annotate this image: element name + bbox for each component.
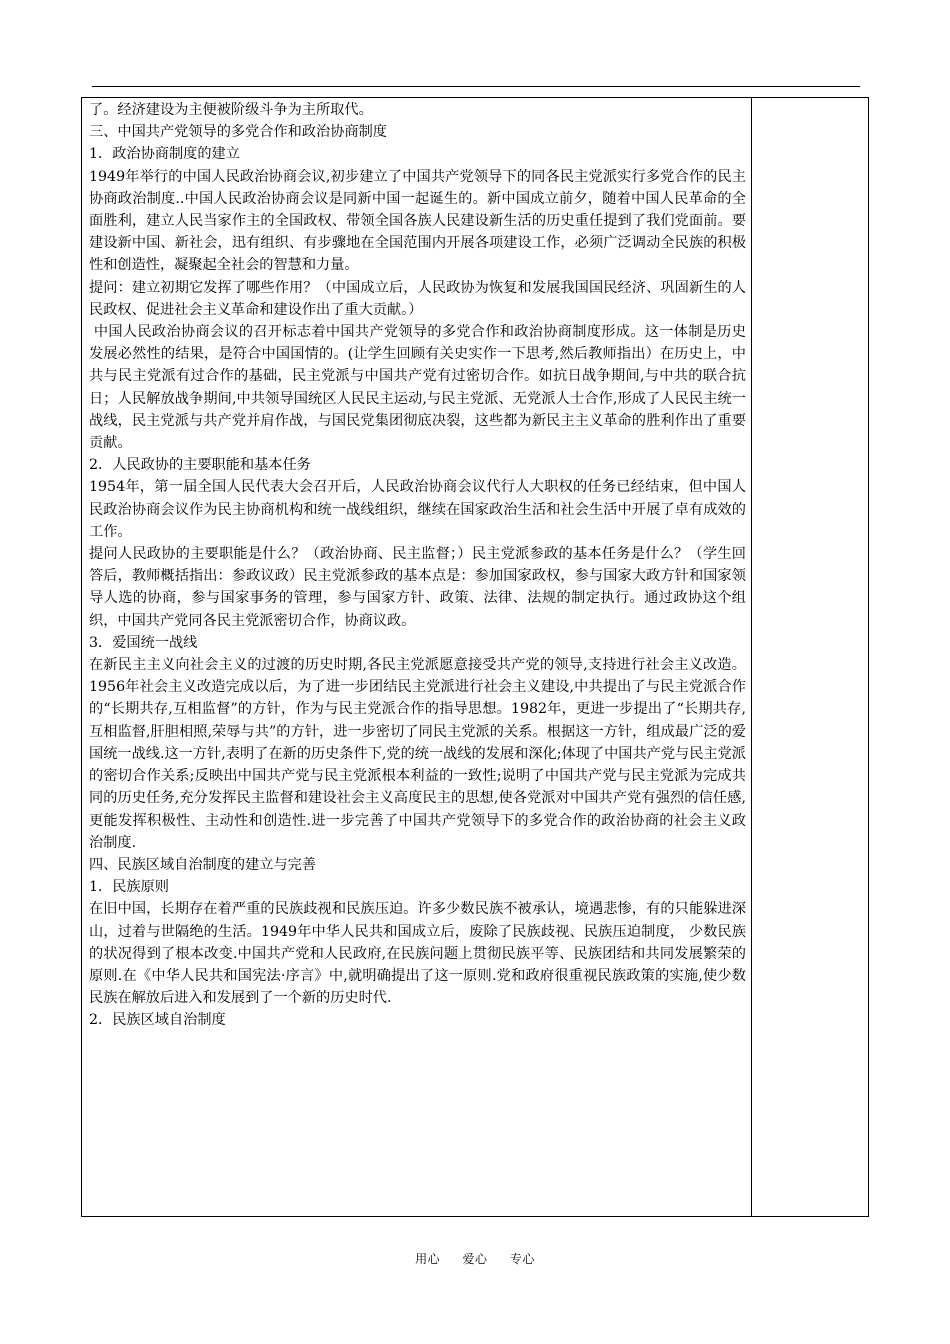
subheading-ethnic-principle: 1．民族原则 (89, 879, 169, 896)
subheading-regional-autonomy: 2．民族区域自治制度 (89, 1012, 226, 1029)
footer-item: 爱心 (462, 1252, 488, 1266)
section-heading-multiparty-cooperation: 三、中国共产党领导的多党合作和政治协商制度 (89, 124, 387, 141)
paragraph-continuation: 了。经济建设为主便被阶级斗争为主所取代。 (89, 102, 373, 118)
footer-item: 专心 (509, 1252, 535, 1266)
paragraph-question-functions: 提问人民政协的主要职能是什么？（政治协商、民主监督；）民主党派参政的基本任务是什么？（学生回答后，教师概括指出：参政议政）民主党派参政的基本点是：参加国家政权，参与国家大政方针和国家领导人选的协商，参与国家事务的管理，参与国家方针、政策、法律、法规的制定执行。通过政协这个组织，中国共产党同各民主党派密切合作，协商议政。 (89, 546, 746, 629)
paragraph-1949-cppcc: 1949年举行的中国人民政治协商会议,初步建立了中国共产党领导下的同各民主党派实行多党合作的民主协商政治制度..中国人民政治协商会议是同新中国一起诞生的。新中国成立前夕，随着中国人民革命的全面胜利，建立人民当家作主的全国政权、带领全国各族人民建设新生活的历史重任提到了我们党面前。要建设新中国、新社会，迅有组织、有步骤地在全国范围内开展各项建设工作，必须广泛调动全民族的积极性和创造性，凝聚起全社会的智慧和力量。 (89, 168, 746, 274)
lesson-content-cell (89, 99, 746, 1032)
paragraph-question-early-role: 提问：建立初期它发挥了哪些作用？（中国成立后，人民政协为恢复和发展我国国民经济、巩固新生的人民政权、促进社会主义革命和建设作出了重大贡献。） (89, 279, 746, 318)
table-column-divider (751, 97, 752, 1217)
section-heading-ethnic-autonomy: 四、民族区域自治制度的建立与完善 (89, 856, 317, 873)
subheading-cppcc-functions: 2．人民政协的主要职能和基本任务 (89, 457, 311, 474)
subheading-united-front: 3．爱国统一战线 (89, 634, 198, 651)
page-footer (0, 1250, 950, 1267)
paragraph-system-formation: 中国人民政治协商会议的召开标志着中国共产党领导的多党合作和政治协商制度形成。这一体制是历史发展必然性的结果，是符合中国国情的。(让学生回顾有关史实作一下思考,然后教师指出）在历史上，中共与民主党派有过合作的基础，民主党派与中国共产党有过密切合作。如抗日战争期间,与中共的联合抗日；人民解放战争期间,中共领导国统区人民民主运动,与民主党派、无党派人士合作,形成了人民民主统一战线，民主党派与共产党并肩作战，与国民党集团彻底决裂，这些都为新民主主义革命的胜利作出了重要贡献。 (89, 324, 746, 452)
paragraph-united-front: 在新民主主义向社会主义的过渡的历史时期,各民主党派愿意接受共产党的领导,支持进行社会主义改造。1956年社会主义改造完成以后，为了进一步团结民主党派进行社会主义建设,中共提出了与民主党派合作的“长期共存,互相监督”的方针，作为与民主党派合作的指导思想。1982年，更进一步提出了“长期共存,互相监督,肝胆相照,荣辱与共”的方针，进一步密切了同民主党派的关系。根据这一方针，组成最广泛的爱国统一战线.这一方针,表明了在新的历史条件下,党的统一战线的发展和深化;体现了中国共产党与民主党派的密切合作关系;反映出中国共产党与民主党派根本利益的一致性;说明了中国共产党与民主党派为完成共同的历史任务,充分发挥民主监督和建设社会主义高度民主的思想,使各党派对中国共产党有强烈的信任感,更能发挥积极性、主动性和创造性.进一步完善了中国共产党领导下的多党合作的政治协商的社会主义政治制度. (89, 657, 746, 851)
paragraph-ethnic-principle: 在旧中国，长期存在着严重的民族歧视和民族压迫。许多少数民族不被承认，境遇悲惨，有的只能躲进深山，过着与世隔绝的生活。1949年中华人民共和国成立后，废除了民族歧视、民族压迫制度， 少数民族的状况得到了根本改变.中国共产党和人民政府,在民族问题上贯彻民族平等、民族团结和共同发展繁荣的原则.在《中华人民共和国宪法·序言》中,就明确提出了这一原则.党和政府很重视民族政策的实施,使少数民族在解放后进入和发展到了一个新的历史时代. (89, 901, 746, 1007)
header-rule (92, 86, 860, 87)
footer-item: 用心 (415, 1252, 441, 1266)
paragraph-1954-npc: 1954年，第一届全国人民代表大会召开后，人民政治协商会议代行人大职权的任务已经结束，但中国人民政治协商会议作为民主协商机构和统一战线组织，继续在国家政治生活和社会生活中开展了卓有成效的工作。 (89, 479, 746, 540)
subheading-political-consultation: 1．政治协商制度的建立 (89, 146, 240, 163)
